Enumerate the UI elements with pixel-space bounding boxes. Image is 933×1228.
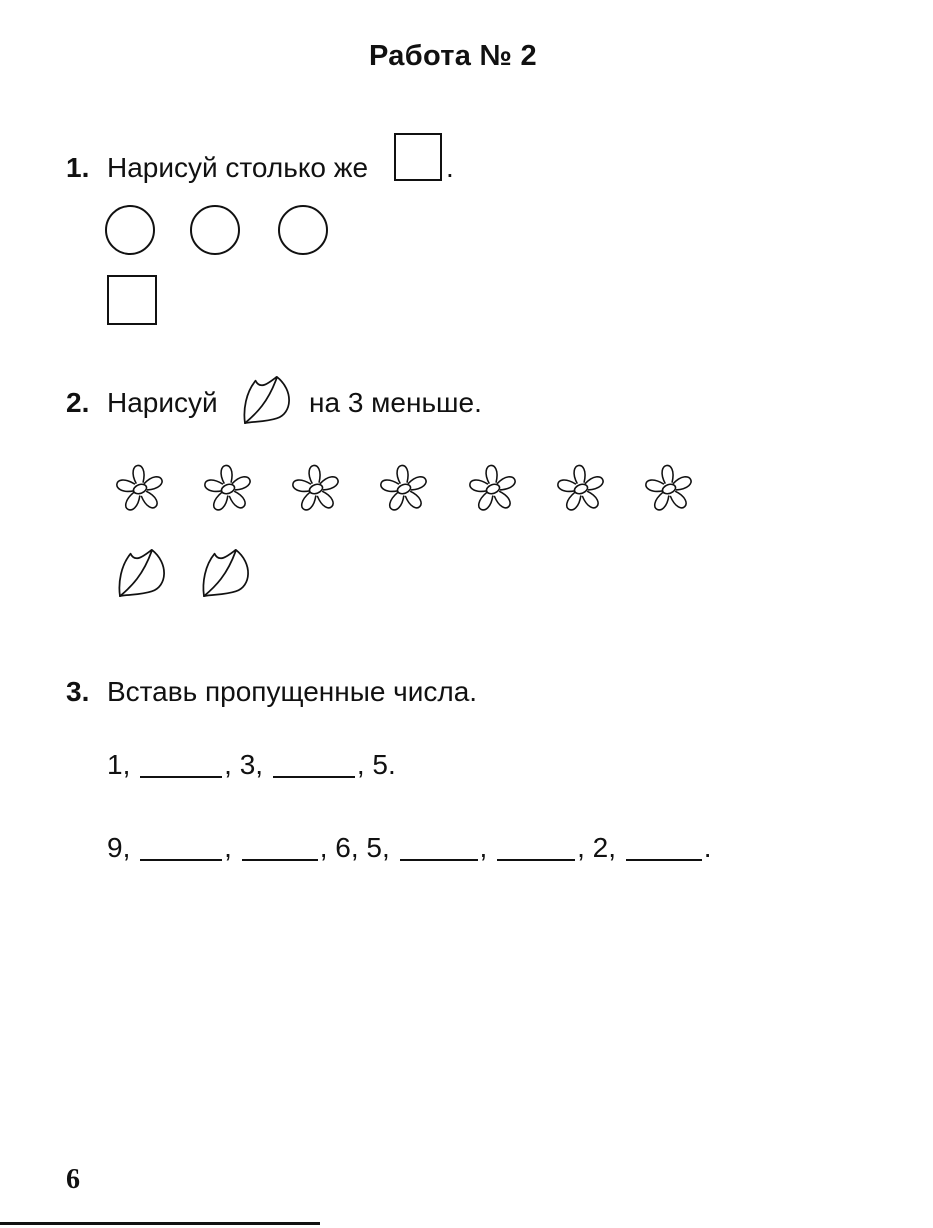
footer-rule xyxy=(0,1222,320,1225)
flower-icon xyxy=(549,458,613,520)
page-number: 6 xyxy=(66,1164,80,1195)
flower-icon xyxy=(108,458,172,520)
seq2-end: . xyxy=(703,832,712,863)
seq2-start: 9, xyxy=(107,832,131,863)
seq2-sep3: , xyxy=(479,832,488,863)
sequence-line-2 xyxy=(107,829,712,864)
flower-icon xyxy=(372,458,436,520)
seq1-start: 1, xyxy=(107,749,131,780)
page-title: Работа № 2 xyxy=(369,40,537,72)
task-3-text: Вставь пропущенные числа. xyxy=(107,676,478,707)
task-2-text-before: Нарисуй xyxy=(107,387,218,418)
leaf-icon xyxy=(117,546,175,600)
answer-blank[interactable] xyxy=(626,833,702,861)
flower-icon xyxy=(284,458,348,520)
task-1-text: Нарисуй столько же xyxy=(107,152,369,183)
task-1-period: . xyxy=(446,152,454,183)
seq2-sep4: , 2, xyxy=(577,832,617,863)
seq2-sep1: , xyxy=(224,832,232,863)
leaf-icon xyxy=(242,373,300,427)
leaf-icon xyxy=(201,546,259,600)
answer-blank[interactable] xyxy=(273,750,355,778)
square-icon xyxy=(394,133,442,181)
task-2-number: 2. xyxy=(66,387,90,418)
flower-icon xyxy=(637,458,701,520)
answer-blank[interactable] xyxy=(242,833,318,861)
answer-blank[interactable] xyxy=(497,833,575,861)
flower-icon xyxy=(196,458,260,520)
answer-blank[interactable] xyxy=(140,750,222,778)
sequence-line-1 xyxy=(107,746,396,781)
seq2-sep2: , 6, 5, xyxy=(319,832,390,863)
circle-icon xyxy=(278,205,330,257)
task-2-text-after: на 3 меньше. xyxy=(309,387,482,418)
circle-icon xyxy=(190,205,242,257)
square-icon xyxy=(107,275,158,326)
answer-blank[interactable] xyxy=(140,833,222,861)
task-3-number: 3. xyxy=(66,676,90,707)
task-1-number: 1. xyxy=(66,152,90,183)
seq1-mid: , 3, xyxy=(224,749,264,780)
flower-icon xyxy=(461,458,525,520)
seq1-end: , 5. xyxy=(356,749,396,780)
circle-icon xyxy=(105,205,157,257)
answer-blank[interactable] xyxy=(400,833,478,861)
